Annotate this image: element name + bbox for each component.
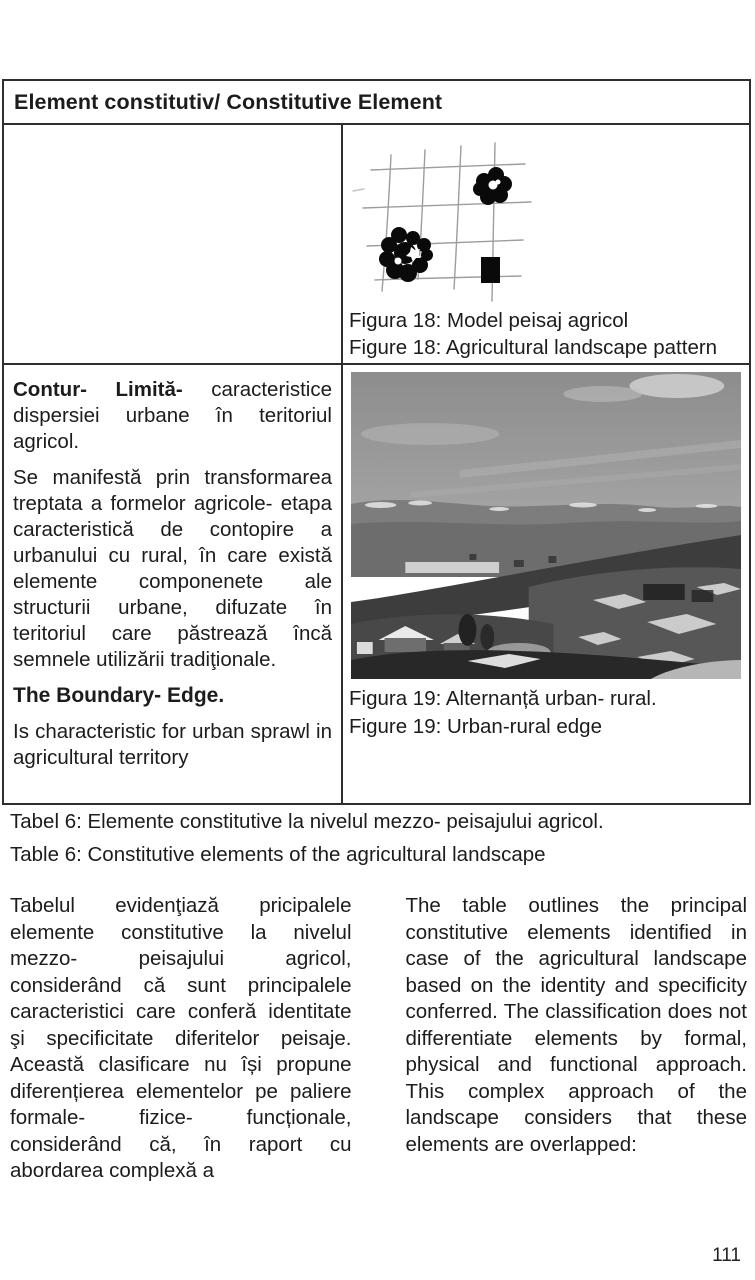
boundary-edge-heading: The Boundary- Edge. — [13, 684, 225, 707]
figure18-caption-en: Figure 18: Agricultural landscape pattern — [349, 336, 718, 359]
figure19-caption-en: Figure 19: Urban-rural edge — [349, 715, 602, 738]
figure19-cell — [343, 365, 749, 803]
body-columns — [10, 893, 747, 1185]
table-caption-en: Table 6: Constitutive elements of the agricultural landscape — [10, 843, 546, 866]
figure18-captions — [343, 307, 749, 363]
table-row-boundary-edge — [4, 365, 749, 803]
figure19-caption-ro: Figura 19: Alternanță urban- rural. — [349, 687, 657, 710]
empty-cell — [4, 125, 343, 363]
boundary-text-cell — [4, 365, 343, 803]
paragraph-urban-sprawl: Is characteristic for urban sprawl in agricultural territory — [13, 720, 332, 769]
contur-limita-rest: caracteristice dispersiei urbane în teritoriul agricol. — [13, 378, 332, 453]
page-number: 111 — [712, 1245, 741, 1266]
figure19-captions — [343, 679, 749, 741]
body-column-romanian: Tabelul evidenţiază pricipalele elemente constitutive la nivelul mezzo- peisajului agricol, considerând că sunt principalele caracteristici care conferă identitate şi specificitate diferitelor peisaje. Această clasificare nu își propune diferențierea elementelor pe paliere formale- fizice- funcționale, considerând că, în raport cu abordarea complexă a — [10, 894, 352, 1182]
figure18-caption-ro: Figura 18: Model peisaj agricol — [349, 309, 629, 332]
figure19-photo — [351, 372, 741, 679]
figure18-sketch — [351, 139, 547, 307]
table-caption-block — [10, 810, 750, 867]
paragraph-contur-limita — [13, 377, 332, 455]
contur-limita-term: Contur- Limită- — [13, 378, 183, 401]
paragraph-se-manifesta: Se manifestă prin transformarea treptata a formelor agricole- etapa caracteristică de contopire a urbanului cu rural, în care există elemente componenete ale structurii urbane, difuzate în teritoriul care păstrează încă semnele utilizării tradiţionale. — [13, 466, 332, 671]
constitutive-elements-table — [2, 79, 751, 805]
table-row-figure18 — [4, 125, 749, 365]
figure18-cell — [343, 125, 749, 363]
table-header: Element constitutiv/ Constitutive Element — [4, 81, 749, 125]
body-column-english: The table outlines the principal constitutive elements identified in case of the agricultural landscape based on the identity and specificity conferred. The classification does not differentiate elements by formal, physical and functional approach. This complex approach of the landscape considers that these elements are overlapped: — [405, 894, 747, 1156]
table-caption-ro: Tabel 6: Elemente constitutive la nivelul mezzo- peisajului agricol. — [10, 810, 604, 833]
